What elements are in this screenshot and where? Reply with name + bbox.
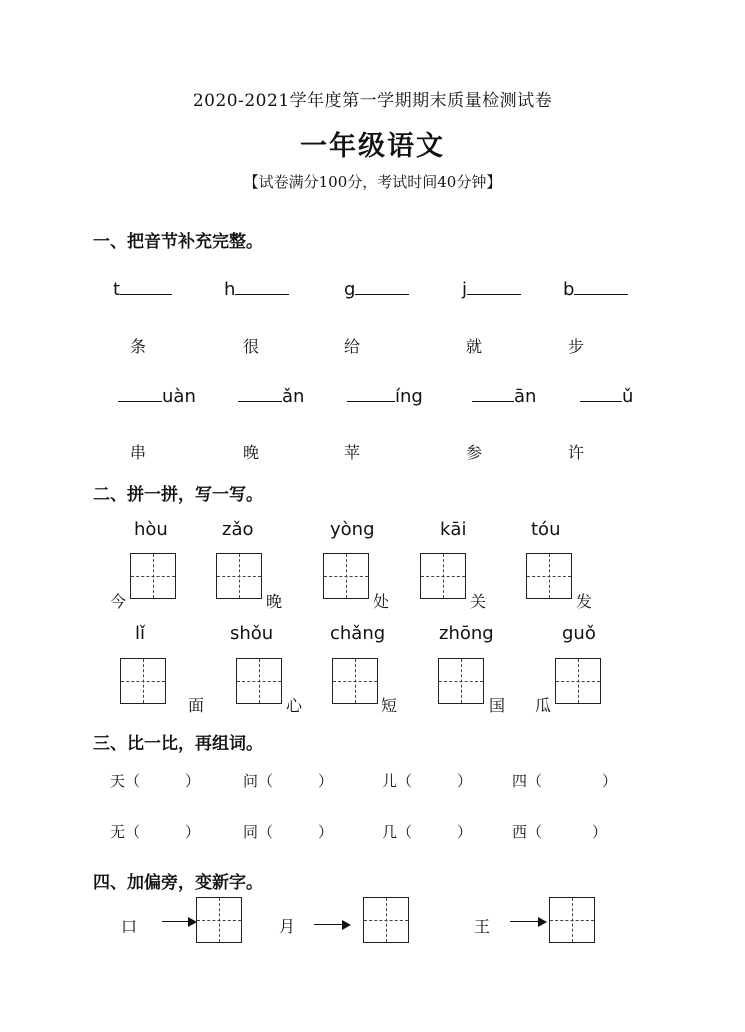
hint-char: 参: [466, 443, 483, 462]
hint-char: 很: [243, 337, 260, 356]
compare-item[interactable]: 无（ ）: [110, 823, 201, 841]
syllable-item: [580, 384, 633, 407]
compare-item[interactable]: 儿（ ）: [382, 772, 473, 790]
word-char: 瓜: [535, 696, 552, 715]
radical-base-char: 王: [474, 917, 491, 936]
tianzige-box[interactable]: [216, 553, 262, 599]
arrow-right-icon: [314, 920, 350, 930]
word-char: 晚: [266, 592, 283, 611]
answer-blank[interactable]: [235, 277, 289, 295]
compare-item[interactable]: 四（ ）: [512, 772, 618, 790]
section-4-heading: 四、加偏旁，变新字。: [93, 873, 263, 893]
hint-char: 步: [568, 337, 585, 356]
tianzige-box[interactable]: [420, 553, 466, 599]
pinyin-label: tóu: [531, 519, 561, 540]
answer-blank[interactable]: [472, 384, 514, 402]
syllable-item: [347, 384, 423, 407]
answer-blank[interactable]: [118, 384, 162, 402]
initial-letter: h: [224, 279, 236, 300]
radical-base-char: 口: [121, 917, 138, 936]
pinyin-label: yòng: [330, 519, 375, 540]
compare-item[interactable]: 几（ ）: [382, 823, 473, 841]
hint-char: 许: [568, 443, 585, 462]
initial-letter: b: [563, 279, 575, 300]
word-char: 关: [470, 592, 487, 611]
syllable-item: [118, 384, 196, 407]
exam-info: 【试卷满分100分，考试时间40分钟】: [243, 173, 502, 191]
pinyin-label: chǎng: [330, 623, 386, 644]
final-letters: ǎn: [282, 386, 305, 407]
tianzige-box[interactable]: [332, 658, 378, 704]
syllable-item: [344, 277, 409, 300]
word-char: 心: [286, 696, 303, 715]
syllable-item: [224, 277, 289, 300]
tianzige-box[interactable]: [196, 897, 242, 943]
word-char: 发: [576, 592, 593, 611]
initial-letter: j: [462, 279, 468, 300]
section-1-heading: 一、把音节补充完整。: [93, 232, 263, 252]
syllable-item: [238, 384, 304, 407]
arrow-right-icon: [162, 917, 196, 927]
answer-blank[interactable]: [355, 277, 409, 295]
tianzige-box[interactable]: [438, 658, 484, 704]
compare-item[interactable]: 天（ ）: [110, 772, 201, 790]
section-3-heading: 三、比一比，再组词。: [93, 734, 263, 754]
tianzige-box[interactable]: [549, 897, 595, 943]
hint-char: 给: [344, 337, 361, 356]
tianzige-box[interactable]: [236, 658, 282, 704]
section-2-heading: 二、拼一拼，写一写。: [93, 485, 263, 505]
hint-char: 苹: [344, 443, 361, 462]
pinyin-label: guǒ: [562, 623, 596, 644]
word-char: 处: [373, 592, 390, 611]
compare-item[interactable]: 西（ ）: [512, 823, 608, 841]
pinyin-label: zǎo: [222, 519, 254, 540]
tianzige-box[interactable]: [120, 658, 166, 704]
final-letters: íng: [395, 386, 423, 407]
hint-char: 晚: [243, 443, 260, 462]
final-letters: uàn: [162, 386, 196, 407]
pinyin-label: kāi: [440, 519, 467, 540]
hint-char: 串: [130, 443, 147, 462]
arrow-right-icon: [510, 917, 546, 927]
syllable-item: [472, 384, 536, 407]
compare-item[interactable]: 问（ ）: [243, 772, 334, 790]
final-letters: ān: [514, 386, 537, 407]
pinyin-label: lǐ: [135, 623, 146, 644]
answer-blank[interactable]: [238, 384, 282, 402]
initial-letter: t: [113, 279, 121, 300]
hint-char: 就: [466, 337, 483, 356]
pinyin-label: shǒu: [230, 623, 274, 644]
word-char: 今: [110, 592, 127, 611]
syllable-item: [113, 277, 172, 300]
answer-blank[interactable]: [574, 277, 628, 295]
syllable-item: [563, 277, 628, 300]
tianzige-box[interactable]: [363, 897, 409, 943]
word-char: 面: [188, 696, 205, 715]
hint-char: 条: [130, 337, 147, 356]
compare-item[interactable]: 同（ ）: [243, 823, 334, 841]
answer-blank[interactable]: [347, 384, 395, 402]
radical-base-char: 月: [279, 917, 296, 936]
exam-title: 2020-2021学年度第一学期期末质量检测试卷: [192, 91, 553, 111]
subject-title: 一年级语文: [300, 131, 445, 162]
answer-blank[interactable]: [467, 277, 521, 295]
tianzige-box[interactable]: [323, 553, 369, 599]
initial-letter: g: [344, 279, 356, 300]
tianzige-box[interactable]: [130, 553, 176, 599]
tianzige-box[interactable]: [526, 553, 572, 599]
word-char: 国: [489, 696, 506, 715]
word-char: 短: [381, 696, 398, 715]
final-letters: ǔ: [622, 386, 634, 407]
syllable-item: [462, 277, 521, 300]
pinyin-label: hòu: [134, 519, 168, 540]
tianzige-box[interactable]: [555, 658, 601, 704]
pinyin-label: zhōng: [439, 623, 494, 644]
answer-blank[interactable]: [120, 277, 172, 295]
answer-blank[interactable]: [580, 384, 622, 402]
